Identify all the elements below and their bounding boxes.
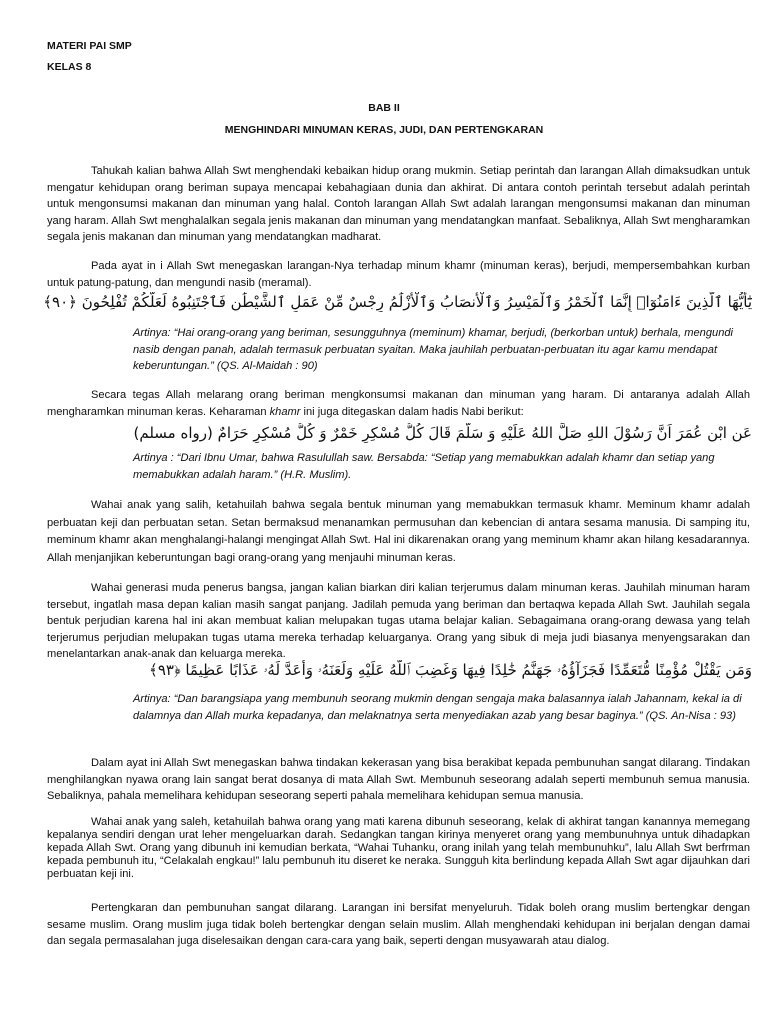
- paragraph-ayat-intro-text: Pada ayat in i Allah Swt menegaskan larangan-Nya terhadap minum khamr (minuman keras), berjudi, mempersembahkan kurban untuk patung-patung, dan mengundi nasib (meramal).: [47, 260, 750, 289]
- paragraph-kekerasan: [47, 755, 750, 805]
- paragraph-pertengkaran-text: Pertengkaran dan pembunuhan sangat dilarang. Larangan ini bersifat menyeluruh. Tidak boleh orang muslim bertengkar dengan sesame muslim. Orang muslim juga tidak boleh bertengkar dengan selain muslim. Allah menghendaki kehidupan ini berjalan dengan damai dan segala permasalahan juga diselesaikan dengan cara-cara yang baik, seperti dengan musyawarah atau dialog.: [47, 902, 750, 947]
- paragraph-ayat-intro: [47, 258, 750, 291]
- paragraph-kekerasan-text: Dalam ayat ini Allah Swt menegaskan bahwa tindakan kekerasan yang bisa berakibat kepada pembunuhan sangat dilarang. Tindakan menghilangkan nyawa orang lain sangat berat dosanya di mata Allah Swt. Membunuh seseorang adalah seperti membunuh semua manusia. Sebaliknya, pahala memelihara kehidupan seseorang seperti pahala memelihara kehidupan semua manusia.: [47, 757, 750, 802]
- chapter-number: BAB II: [368, 102, 400, 114]
- paragraph-saleh-text: Wahai anak yang saleh, ketahuilah bahwa orang yang mati karena dibunuh seseorang, kelak di akhirat tangan kanannya memegang kepalanya sendiri dengan urat leher mengeluarkan darah. Sedangkan tangan kirinya menyeret orang yang membunuhnya untuk dihadapkan kepada Allah Swt. Orang yang dibunuh ini kemudian berkata, “Wahai Tuhanku, orang inilah yang telah membunuhku”, lalu Allah Swt berfrman kepada pembunuh itu, “Celakalah engkau!” lalu pembunuh itu diseret ke neraka. Sungguh kita berlindung kepada Allah Swt agar dijauhkan dari perbuatan keji ini.: [47, 816, 750, 880]
- paragraph-khamr-term: khamr: [269, 405, 301, 418]
- paragraph-intro-text: Tahukah kalian bahwa Allah Swt menghendaki kebaikan hidup orang mukmin. Setiap perintah dan larangan Allah dimaksudkan untuk mengatur kehidupan orang beriman supaya mencapai kebahagiaan dunia dan akhirat. Di antara contoh perintah tersebut adalah perintah untuk mengonsumsi makanan dan minuman yang halal. Contoh larangan Allah Swt adalah larangan mengonsumsi makanan dan minuman yang haram. Allah Swt menghalalkan segala jenis makanan dan minuman yang mendatangkan manfaat. Sebaliknya, Allah Swt mengharamkan segala jenis makanan dan minuman yang mendatangkan madharat.: [47, 165, 750, 243]
- paragraph-khamr-text-b: ini juga ditegaskan dalam hadis Nabi berikut:: [300, 405, 524, 418]
- paragraph-intro: [47, 163, 750, 246]
- translation-hadith: Artinya : “Dari Ibnu Umar, bahwa Rasulullah saw. Bersabda: “Setiap yang memabukkan adalah khamr dan setiap yang memabukkan adalah haram.” (H.R. Muslim).: [133, 452, 715, 481]
- paragraph-khamr-text-a: Secara tegas Allah melarang orang beriman mengkonsumsi makanan dan minuman yang haram. Di antaranya adalah Allah mengharamkan minuman keras. Keharaman: [47, 389, 750, 418]
- paragraph-khamr-hadith-intro: [47, 387, 750, 420]
- chapter-title: MENGHINDARI MINUMAN KERAS, JUDI, DAN PERTENGKARAN: [224, 124, 544, 136]
- paragraph-generasi-muda-text: Wahai generasi muda penerus bangsa, jangan kalian biarkan diri kalian terjerumus dalam minuman keras. Jauhilah minuman haram tersebut, ingatlah masa depan kalian masih sangat panjang. Jadilah pemuda yang beriman dan bertaqwa kepada Allah Swt. Jauhilah segala bentuk perjudian karena hal ini akan membuat kalian melupakan tugas utama belajar kalian. Sebagaimana orang-orang dewasa yang telah terjerumus perjudian melupakan tugas utama mereka terhadap keluarganya. Orang yang sibuk di meja judi biasanya menyengsarakan dan menelantarkan anak-anak dan keluarga mereka.: [47, 582, 750, 660]
- translation-annisa: Artinya: “Dan barangsiapa yang membunuh seorang mukmin dengan sengaja maka balasannya ialah Jahannam, kekal ia di dalamnya dan Allah murka kepadanya, dan melaknatnya serta menyediakan azab yang besar baginya.” (QS. An-Nisa : 93): [133, 693, 742, 722]
- paragraph-generasi-muda: [47, 580, 750, 663]
- arabic-hadith: عَنِ ابْنِ عُمَرَ اَنَّ رَسُوْلَ اللهِ صَلَّ اللهُ عَلَيْهِ وَ سَلَّمَ قَالَ كُلُّ مُسْكِرٍ خَمْرٌ وَ كُلُّ مُسْكِرٍ حَرَامٌ (رواه مسلم): [133, 424, 752, 442]
- paragraph-saleh: [47, 816, 750, 881]
- class-header: KELAS 8: [47, 61, 92, 73]
- paragraph-pertengkaran: [47, 900, 750, 950]
- paragraph-salih-text: Wahai anak yang salih, ketahuilah bahwa segala bentuk minuman yang memabukkan termasuk khamr. Meminum khamr adalah perbuatan keji dan perbuatan setan. Setan bermaksud menanamkan permusuhan dan kebencian di antara sesama manusia. Di samping itu, meminum khamr akan menghalangi-halangi mengingat Allah Swt. Hal ini dikarenakan orang yang meminum khamr akan hilang kesadarannya. Allah menjanjikan keberuntungan bagi orang-orang yang menjauhi minuman keras.: [47, 499, 750, 564]
- paragraph-salih: [47, 497, 750, 567]
- arabic-verse-almaidah: يَٰٓأَيُّهَا ٱلَّذِينَ ءَامَنُوٓا۟ إِنَّمَا ٱلْخَمْرُ وَٱلْمَيْسِرُ وَٱلْأَنصَابُ وَٱلْأَزْلَٰمُ رِجْسٌ مِّنْ عَمَلِ ٱلشَّيْطَٰنِ فَٱجْتَنِبُوهُ لَعَلَّكُمْ تُفْلِحُونَ ﴿٩٠﴾: [43, 293, 752, 311]
- translation-almaidah: Artinya: “Hai orang-orang yang beriman, sesungguhnya (meminum) khamar, berjudi, (berkorban untuk) berhala, mengundi nasib dengan panah, adalah termasuk perbuatan syaitan. Maka jauhilah perbuatan-perbuatan itu agar kamu mendapat keberuntungan.” (QS. Al-Maidah : 90): [133, 327, 733, 372]
- arabic-verse-annisa: وَمَن يَقْتُلْ مُؤْمِنًا مُّتَعَمِّدًا فَجَزَآؤُهُۥ جَهَنَّمُ خَٰلِدًا فِيهَا وَغَضِبَ ٱللَّهُ عَلَيْهِ وَلَعَنَهُۥ وَأَعَدَّ لَهُۥ عَذَابًا عَظِيمًا ﴿٩٣﴾: [149, 661, 752, 679]
- subject-header: MATERI PAI SMP: [47, 40, 132, 52]
